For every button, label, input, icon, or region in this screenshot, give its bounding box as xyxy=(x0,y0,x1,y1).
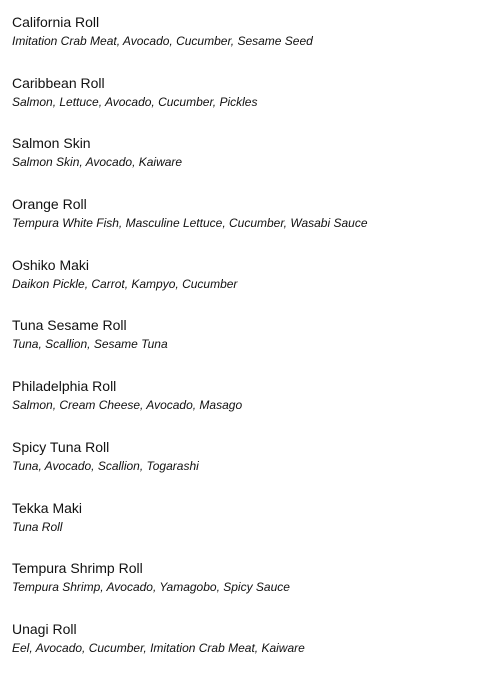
item-name: Tuna Sesame Roll xyxy=(12,317,127,334)
item-name: California Roll xyxy=(12,14,100,30)
item-description: Salmon, Lettuce, Avocado, Cucumber, Pickles xyxy=(12,94,258,109)
menu-item-california-roll xyxy=(12,13,500,74)
item-description: Tuna, Scallion, Sesame Tuna xyxy=(12,337,168,352)
menu-list xyxy=(12,13,500,681)
item-description: Salmon, Cream Cheese, Avocado, Masago xyxy=(12,398,243,413)
menu-item-orange-roll xyxy=(12,195,500,256)
item-name: Tekka Maki xyxy=(12,499,83,516)
menu-item-salmon-skin xyxy=(12,134,500,195)
item-name: Caribbean Roll xyxy=(12,74,105,91)
item-name: Philadelphia Roll xyxy=(12,378,117,395)
item-name: Unagi Roll xyxy=(12,620,77,637)
menu-item-tuna-sesame-roll xyxy=(12,316,500,377)
menu-item-tekka-maki xyxy=(12,499,500,560)
item-name: Orange Roll xyxy=(12,196,87,213)
item-description: Eel, Avocado, Cucumber, Imitation Crab Meat, Kaiware xyxy=(12,640,305,655)
item-description: Tempura Shrimp, Avocado, Yamagobo, Spicy Sauce xyxy=(12,580,290,595)
item-description: Salmon Skin, Avocado, Kaiware xyxy=(12,155,183,170)
menu-item-tempura-shrimp-roll xyxy=(12,559,500,620)
menu-item-philadelphia-roll xyxy=(12,377,500,438)
item-name: Spicy Tuna Roll xyxy=(12,438,110,455)
item-description: Imitation Crab Meat, Avocado, Cucumber, Sesame Seed xyxy=(12,34,313,48)
menu-item-caribbean-roll xyxy=(12,74,500,135)
item-description: Tuna Roll xyxy=(12,519,63,534)
item-name: Salmon Skin xyxy=(12,135,91,152)
item-name: Oshiko Maki xyxy=(12,256,90,273)
menu-item-oshiko-maki xyxy=(12,256,500,317)
menu-item-spicy-tuna-roll xyxy=(12,438,500,499)
item-name: Tempura Shrimp Roll xyxy=(12,560,143,577)
item-description: Tempura White Fish, Masculine Lettuce, Cucumber, Wasabi Sauce xyxy=(12,216,368,231)
item-description: Daikon Pickle, Carrot, Kampyo, Cucumber xyxy=(12,276,238,291)
item-description: Tuna, Avocado, Scallion, Togarashi xyxy=(12,458,199,473)
menu-item-unagi-roll xyxy=(12,620,500,681)
